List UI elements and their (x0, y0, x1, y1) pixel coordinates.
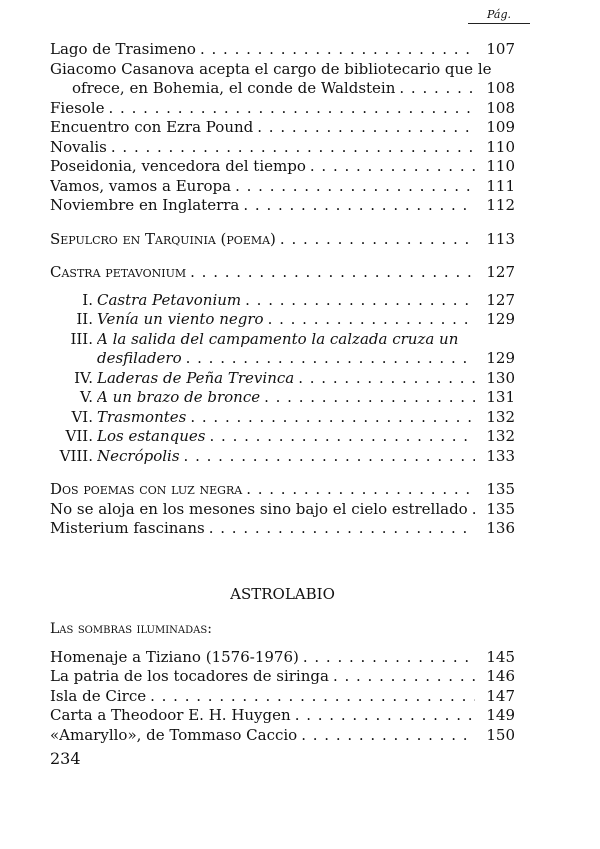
toc-subentry (50, 427, 515, 447)
dot-leader (333, 667, 475, 687)
entry-page: 149 (486, 706, 515, 724)
dot-leader (209, 519, 475, 539)
entry-title: Novalis (50, 137, 107, 156)
entry-title: A la salida del campamento la calzada cruza un (97, 329, 459, 348)
table-of-contents (50, 40, 515, 745)
dot-leader (303, 648, 475, 668)
dot-leader (268, 310, 475, 330)
roman-numeral: VIII. (59, 446, 93, 465)
entry-page: 130 (486, 368, 515, 387)
roman-numeral: V. (80, 388, 93, 406)
dot-leader (200, 40, 475, 60)
entry-page: 136 (486, 519, 515, 537)
entry-page: 108 (486, 79, 515, 97)
toc-subentry (50, 408, 515, 428)
toc-group-astrolabio (50, 648, 515, 746)
roman-numeral: VI. (71, 407, 93, 426)
toc-entry (50, 40, 515, 60)
entry-title: Encuentro con Ezra Pound (50, 118, 254, 136)
entry-title: Fiesole (50, 98, 105, 117)
entry-page: 127 (486, 290, 515, 309)
entry-title: La patria de los tocadores de siringa (50, 667, 329, 685)
entry-title: Isla de Circe (50, 686, 147, 705)
entry-title: Lago de Trasimeno (50, 40, 196, 58)
entry-title: Vamos, vamos a Europa (50, 176, 232, 195)
toc-entry (50, 118, 515, 138)
toc-subentry (50, 310, 515, 330)
part-heading-astrolabio: ASTROLABIO (230, 584, 335, 603)
entry-page: 146 (486, 667, 515, 685)
toc-group-b (50, 480, 515, 539)
entry-page: 135 (486, 499, 515, 518)
dot-leader (109, 99, 476, 119)
dot-leader (264, 388, 475, 408)
dot-leader (150, 687, 475, 707)
toc-entry (50, 500, 515, 520)
toc-entry (50, 157, 515, 177)
dot-leader (235, 177, 475, 197)
toc-subentry (50, 388, 515, 408)
roman-numeral: IV. (74, 368, 93, 387)
entry-title: Castra petavonium (50, 263, 187, 281)
toc-entry (50, 519, 515, 539)
entry-page: 110 (486, 157, 515, 175)
dot-leader (111, 138, 475, 158)
entry-page: 108 (486, 98, 515, 117)
toc-entry (50, 138, 515, 158)
toc-subentry (50, 447, 515, 467)
entry-title: Laderas de Peña Trevinca (97, 368, 295, 387)
entry-page: 112 (486, 196, 515, 214)
dot-leader (243, 196, 475, 216)
toc-entry (50, 667, 515, 687)
dot-leader (295, 706, 475, 726)
toc-subentry (50, 330, 515, 350)
section-label: Las sombras iluminadas: (50, 621, 212, 637)
entry-title: Trasmontes (97, 407, 187, 426)
dot-leader (246, 480, 475, 500)
entry-title-cont: ofrece, en Bohemia, el conde de Waldstein (72, 79, 396, 97)
toc-entry (50, 60, 515, 80)
toc-subentry (50, 291, 515, 311)
dot-leader (184, 447, 475, 467)
entry-page: 132 (486, 427, 515, 445)
entry-page: 135 (486, 480, 515, 498)
toc-entry-castra (50, 263, 515, 283)
dot-leader (280, 230, 475, 250)
page-column-label: Pág. (468, 8, 530, 24)
entry-page: 147 (486, 686, 515, 705)
entry-page: 133 (486, 446, 515, 465)
entry-title: No se aloja en los mesones sino bajo el cielo estrellado (50, 499, 468, 518)
toc-entry-sepulcro (50, 230, 515, 250)
roman-numeral: VII. (65, 427, 93, 445)
entry-page: 132 (486, 407, 515, 426)
roman-numeral: II. (76, 310, 93, 328)
entry-page: 110 (486, 137, 515, 156)
castra-subentries (50, 291, 515, 467)
toc-entry (50, 177, 515, 197)
entry-page: 145 (486, 647, 515, 666)
dot-leader (257, 118, 475, 138)
toc-group-a (50, 40, 515, 216)
page-number: 234 (50, 749, 81, 768)
toc-subentry (50, 369, 515, 389)
roman-numeral: III. (70, 329, 93, 348)
dot-leader (301, 726, 475, 746)
entry-title: Poseidonia, vencedora del tiempo (50, 157, 306, 175)
toc-entry (50, 687, 515, 707)
dot-leader (245, 291, 475, 311)
toc-entry (50, 726, 515, 746)
dot-leader (399, 79, 475, 99)
entry-title: Castra Petavonium (97, 290, 242, 309)
entry-page: 109 (486, 118, 515, 136)
roman-numeral: I. (82, 290, 93, 309)
toc-entry (50, 706, 515, 726)
entry-title: Homenaje a Tiziano (1576-1976) (50, 647, 299, 666)
entry-title: Venía un viento negro (97, 310, 264, 328)
entry-page: 127 (486, 263, 515, 281)
toc-entry (50, 648, 515, 668)
entry-page: 111 (486, 176, 515, 195)
dot-leader (310, 157, 475, 177)
entry-page: 107 (486, 40, 515, 58)
entry-page: 129 (486, 349, 515, 367)
entry-page: 129 (486, 310, 515, 328)
dot-leader (190, 263, 475, 283)
entry-title: Carta a Theodoor E. H. Huygen (50, 706, 291, 724)
entry-page: 113 (486, 229, 515, 248)
toc-subentry-continuation (50, 349, 515, 369)
dot-leader (190, 408, 475, 428)
entry-title: Los estanques (97, 427, 206, 445)
entry-page: 150 (486, 725, 515, 744)
entry-title: Misterium fascinans (50, 519, 205, 537)
entry-title: «Amaryllo», de Tommaso Caccio (50, 725, 298, 744)
dot-leader (210, 427, 475, 447)
entry-title: A un brazo de bronce (97, 388, 261, 406)
entry-page: 131 (486, 388, 515, 406)
dot-leader (472, 500, 479, 520)
toc-entry (50, 480, 515, 500)
entry-title: Sepulcro en Tarquinia (poema) (50, 229, 276, 248)
entry-title: Noviembre en Inglaterra (50, 196, 240, 214)
entry-title: Giacomo Casanova acepta el cargo de bibliotecario que le (50, 59, 492, 78)
entry-title-cont: desfiladero (97, 349, 182, 367)
dot-leader (186, 349, 475, 369)
toc-entry (50, 99, 515, 119)
toc-entry (50, 196, 515, 216)
entry-title: Necrópolis (97, 446, 180, 465)
entry-title: Dos poemas con luz negra (50, 480, 243, 498)
dot-leader (298, 369, 475, 389)
toc-entry-continuation (50, 79, 515, 99)
